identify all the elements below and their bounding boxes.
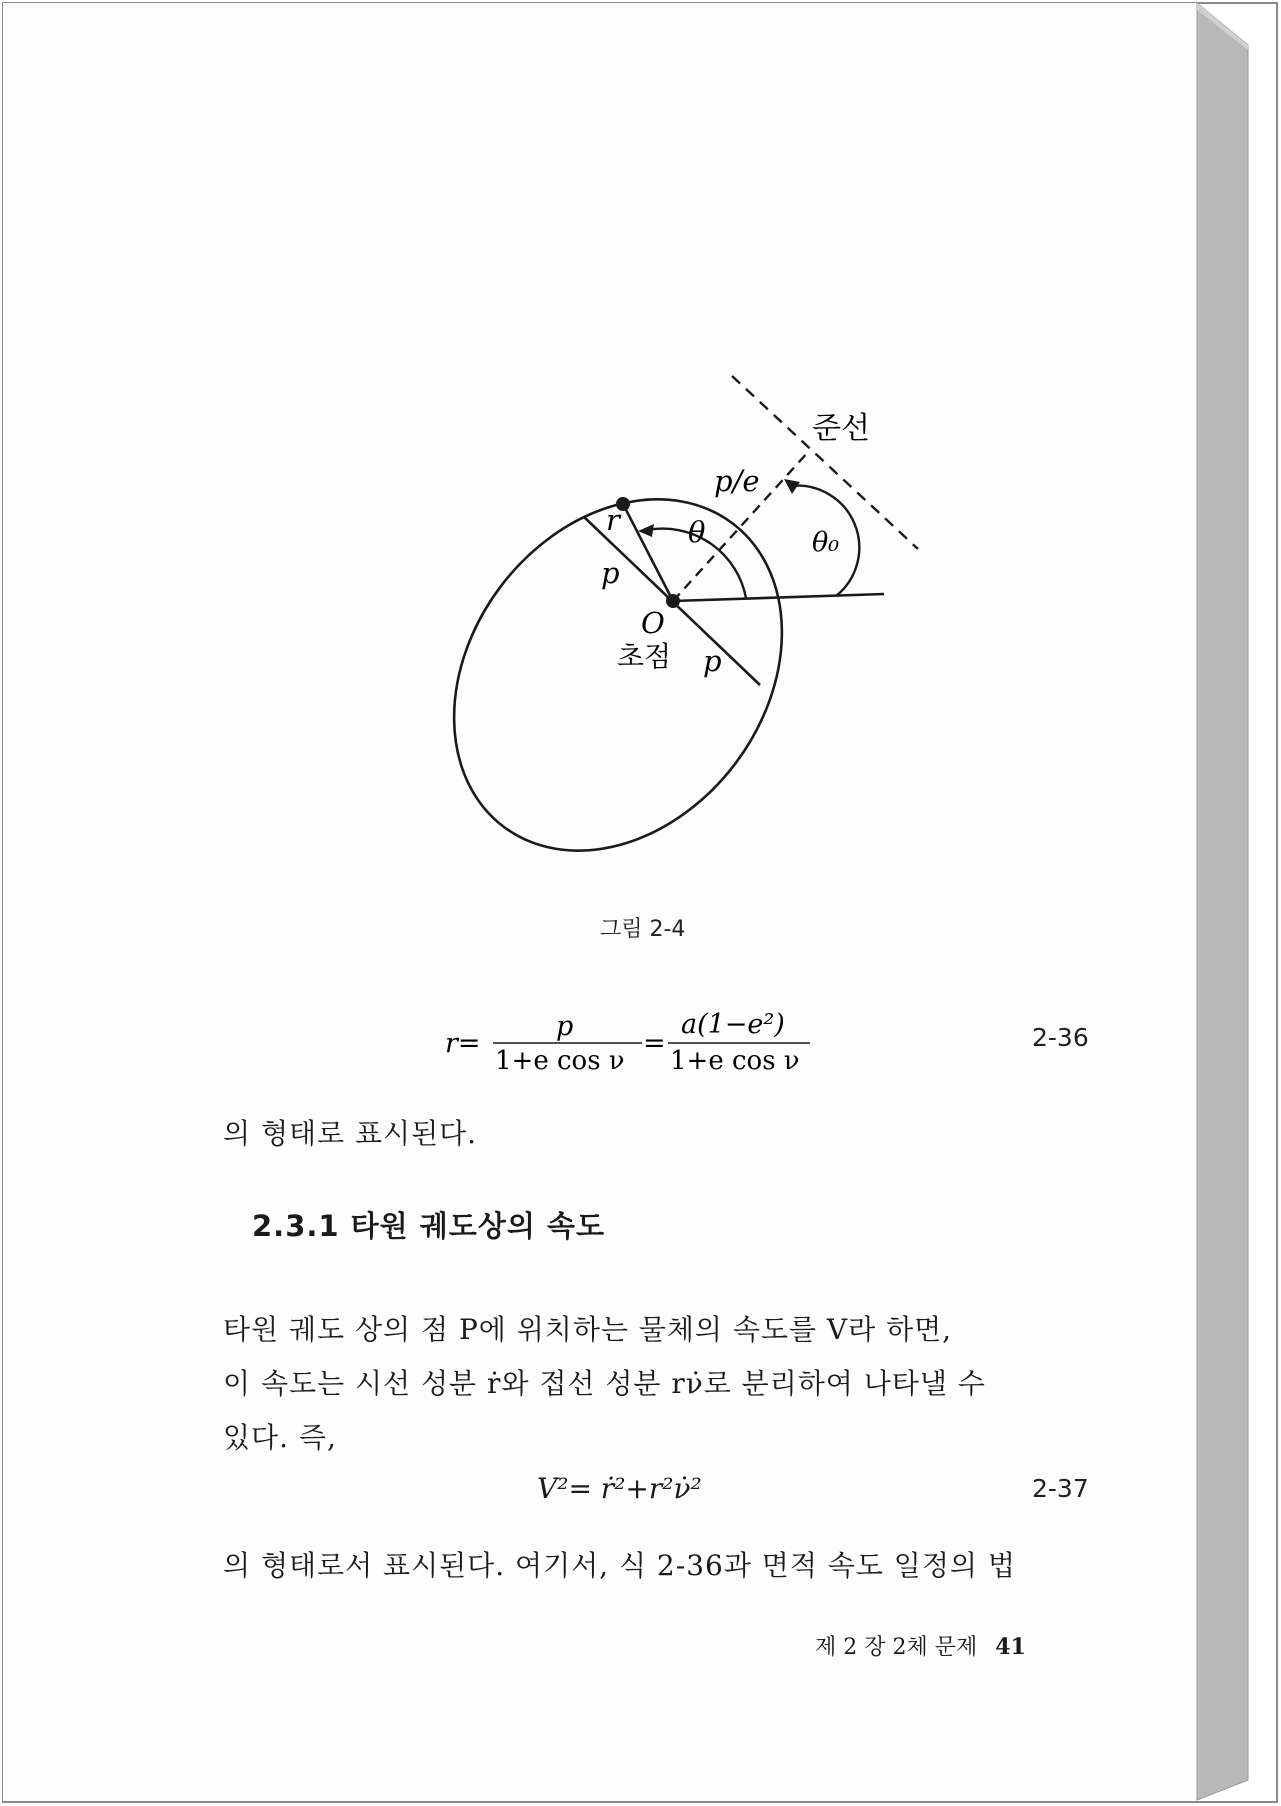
section-heading: 2.3.1 타원 궤도상의 속도 <box>252 1209 605 1243</box>
origin-label: O <box>641 606 665 640</box>
eq36-mid: = <box>643 1028 666 1059</box>
equation-2-37-number: 2-37 <box>1032 1474 1089 1503</box>
text-after-eq37: 의 형태로서 표시된다. 여기서, 식 2-36과 면적 속도 일정의 법 <box>223 1549 1016 1582</box>
directrix-label: 준선 <box>812 411 870 446</box>
focus-label: 초점 <box>617 640 672 673</box>
paragraph-line-1: 타원 궤도 상의 점 P에 위치하는 물체의 속도를 V라 하면, <box>223 1313 953 1346</box>
figure-caption: 그림 2-4 <box>600 917 686 942</box>
eq36-frac2-numerator: a(1−e²) <box>681 1009 785 1040</box>
eq36-frac1-numerator: p <box>556 1011 574 1042</box>
text-after-eq36: 의 형태로 표시된다. <box>223 1117 478 1150</box>
eq36-lhs: r= <box>445 1028 481 1059</box>
eq36-frac2-denominator: 1+e cos ν <box>670 1046 800 1076</box>
p-lower-label: p <box>703 644 722 678</box>
theta-label: θ <box>688 515 706 549</box>
p-upper-label: p <box>601 556 620 590</box>
paragraph-line-3: 있다. 즉, <box>223 1421 337 1454</box>
eq36-frac1-denominator: 1+e cos ν <box>495 1046 625 1076</box>
equation-2-37: V²= ṙ²+r²ν̇² <box>537 1472 702 1505</box>
r-label: r <box>606 503 620 537</box>
equation-2-36-number: 2-36 <box>1032 1023 1089 1052</box>
page-footer <box>815 1630 1026 1661</box>
theta0-label: θ₀ <box>812 527 840 558</box>
page-number: 41 <box>995 1634 1026 1660</box>
p-over-e-label: p/e <box>714 464 760 498</box>
footer-chapter: 제 2 장 2체 문제 <box>815 1635 978 1660</box>
paragraph-line-2: 이 속도는 시선 성분 ṙ와 접선 성분 rν̇로 분리하여 나타낼 수 <box>223 1367 986 1400</box>
